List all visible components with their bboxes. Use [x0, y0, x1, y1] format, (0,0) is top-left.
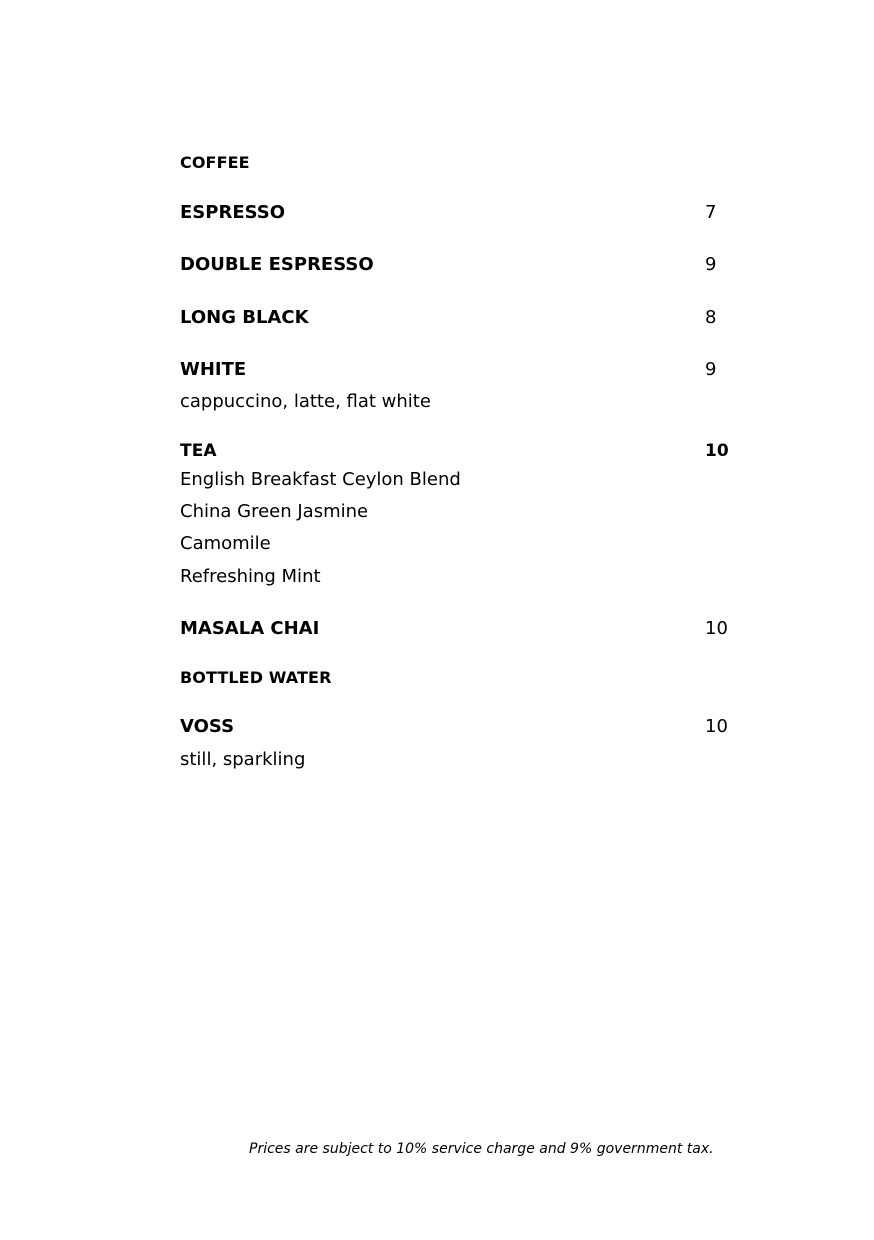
tea-variety: China Green Jasmine [180, 501, 369, 522]
item-description-voss: still, sparkling [180, 749, 306, 770]
item-price-espresso: 7 [705, 202, 717, 223]
item-name-white: WHITE [180, 359, 247, 380]
item-price-tea: 10 [705, 441, 729, 461]
item-price-double-espresso: 9 [705, 254, 717, 275]
item-name-voss: VOSS [180, 716, 235, 737]
item-name-double-espresso: DOUBLE ESPRESSO [180, 254, 374, 275]
item-price-long-black: 8 [705, 307, 717, 328]
section-heading-coffee: COFFEE [180, 153, 250, 172]
item-price-white: 9 [705, 359, 717, 380]
item-description-white: cappuccino, latte, flat white [180, 391, 431, 412]
item-name-masala-chai: MASALA CHAI [180, 618, 320, 639]
tea-variety: Camomile [180, 533, 271, 554]
item-name-espresso: ESPRESSO [180, 202, 286, 223]
item-name-tea: TEA [180, 441, 217, 461]
price-footnote: Prices are subject to 10% service charge and 9% government tax. [249, 1141, 714, 1157]
tea-variety: English Breakfast Ceylon Blend [180, 469, 461, 490]
item-name-long-black: LONG BLACK [180, 307, 309, 328]
section-heading-bottled-water: BOTTLED WATER [180, 668, 332, 687]
item-price-masala-chai: 10 [705, 618, 728, 639]
tea-variety: Refreshing Mint [180, 566, 321, 587]
item-price-voss: 10 [705, 716, 728, 737]
